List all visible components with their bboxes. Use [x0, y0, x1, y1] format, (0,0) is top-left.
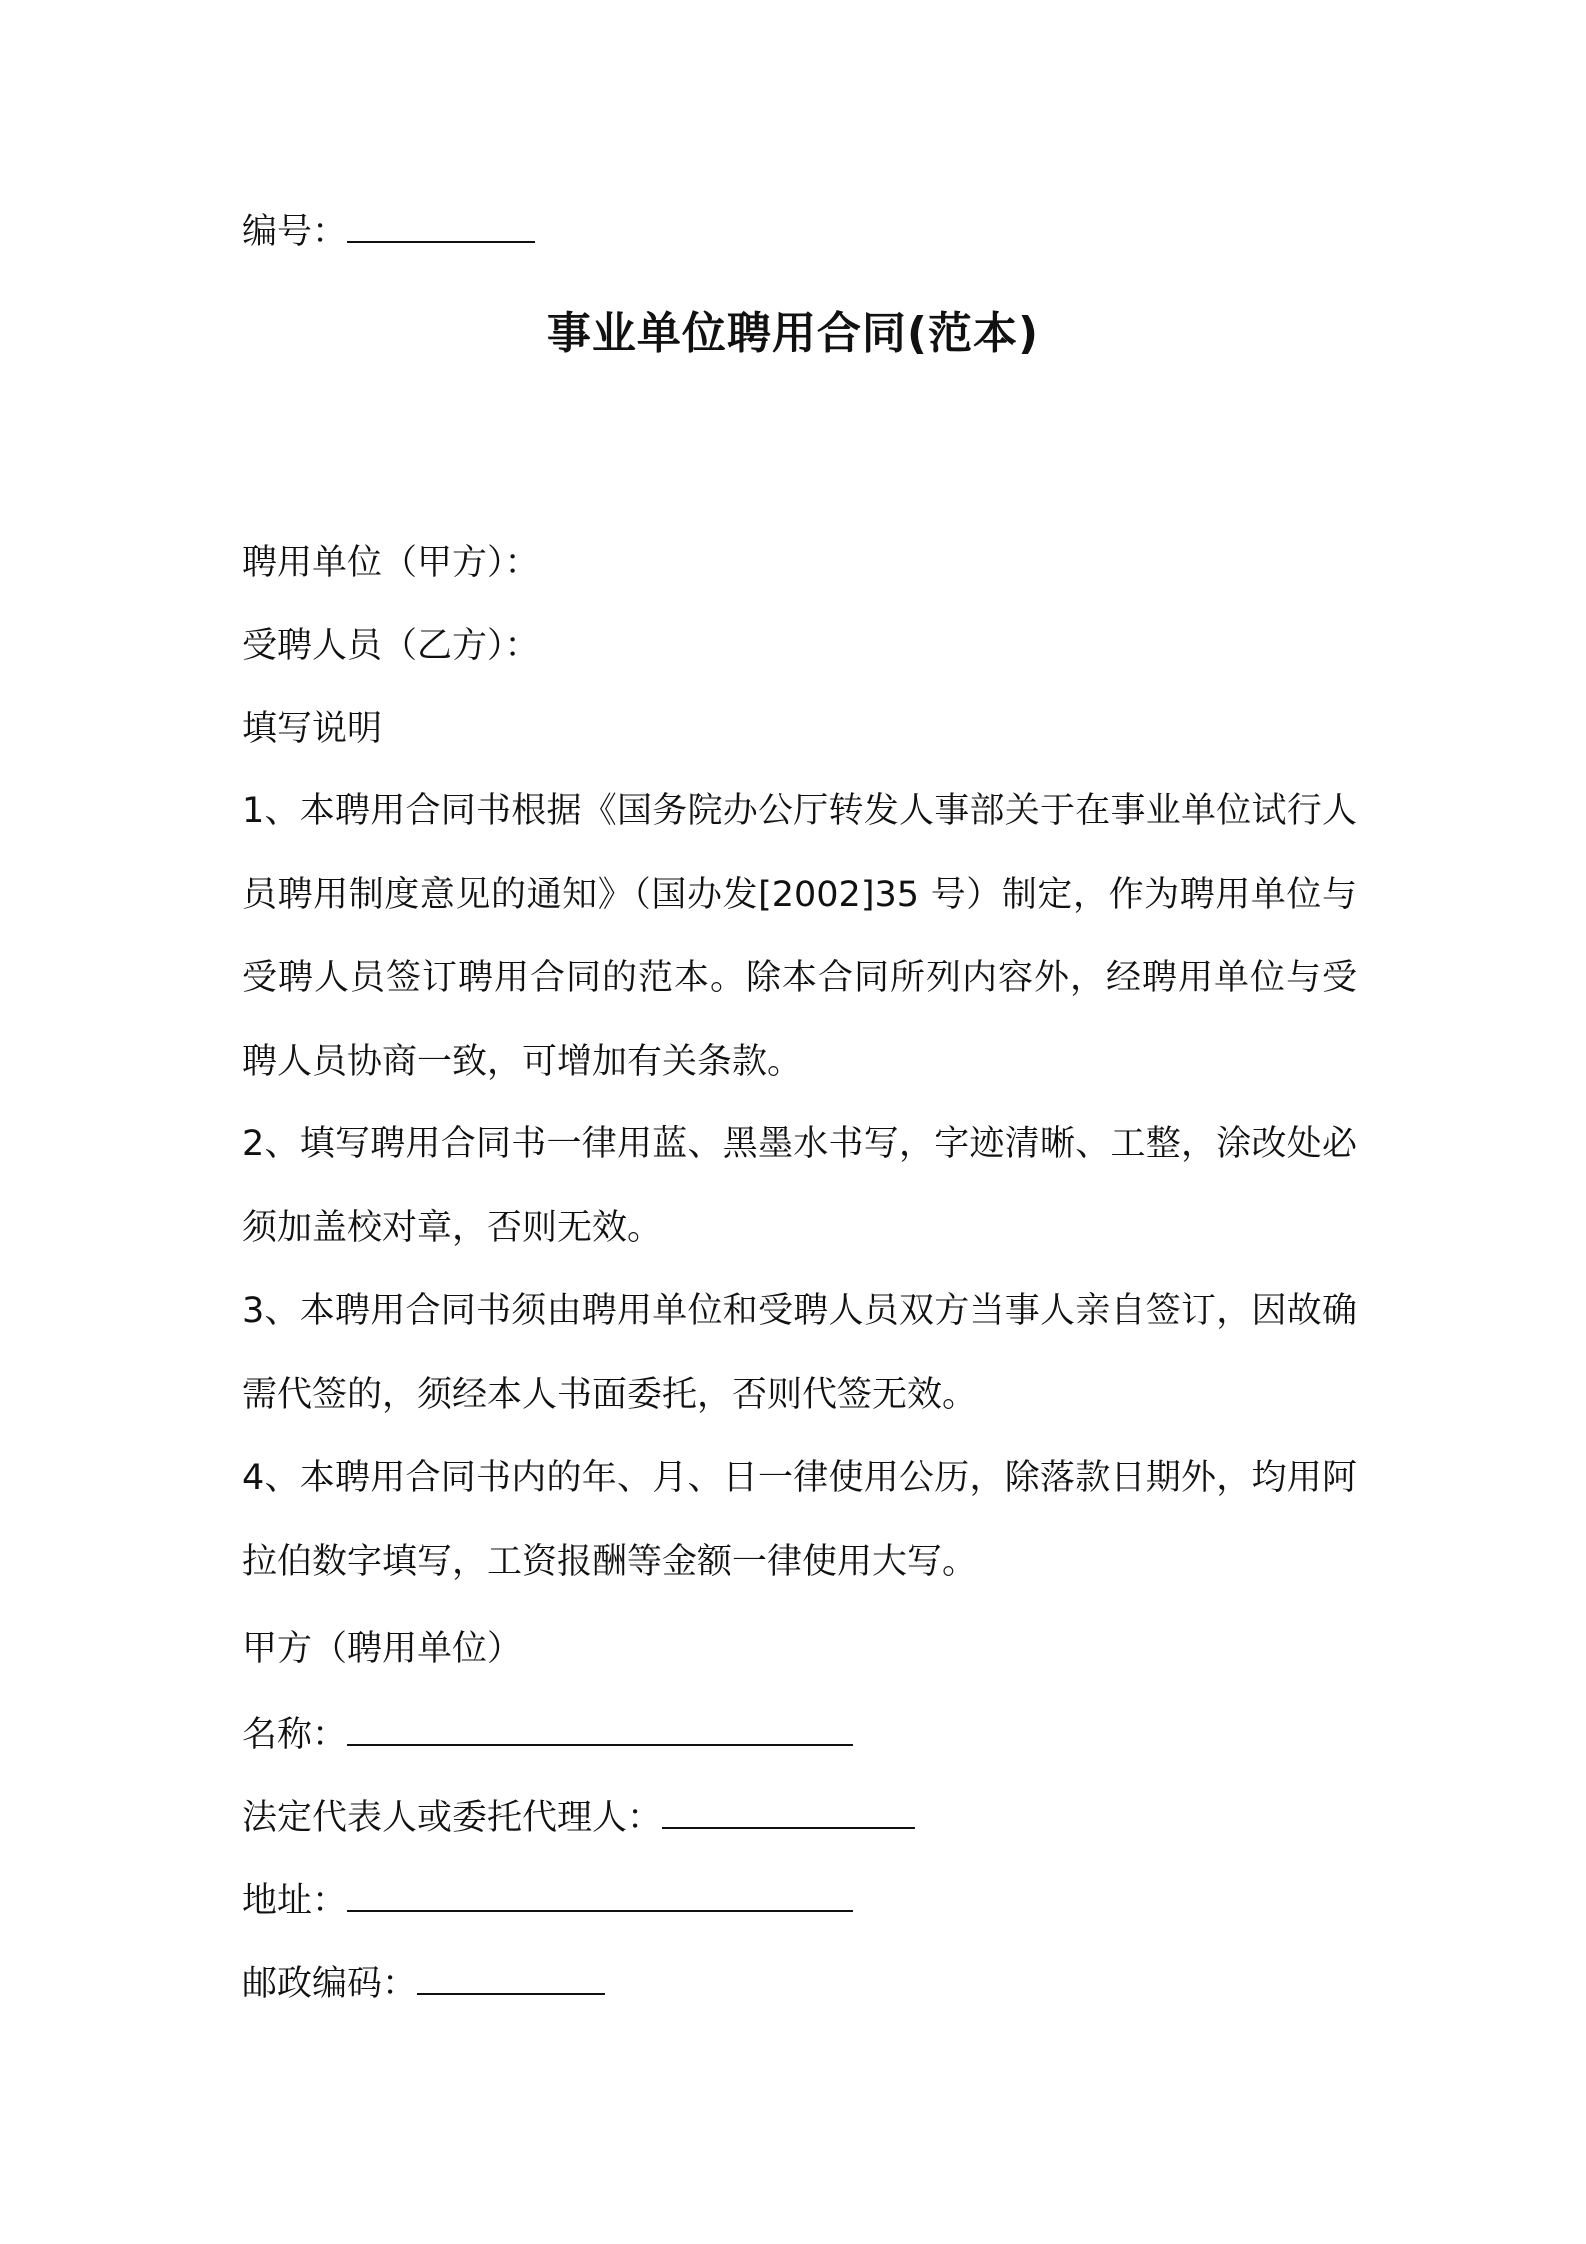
address-blank[interactable] [347, 1876, 853, 1912]
representative-field [242, 1793, 915, 1840]
representative-blank[interactable] [662, 1793, 915, 1829]
address-field [242, 1876, 853, 1923]
postcode-blank[interactable] [417, 1959, 605, 1995]
instruction-item-1: 1、本聘用合同书根据《国务院办公厅转发人事部关于在事业单位试行人员聘用制度意见的通知》（国办发[2002]35 号）制定，作为聘用单位与受聘人员签订聘用合同的范本。除本合同所列内容外，经聘用单位与受聘人员协商一致，可增加有关条款。 [242, 791, 1357, 1082]
instruction-item-3: 3、本聘用合同书须由聘用单位和受聘人员双方当事人亲自签订，因故确需代签的，须经本人书面委托，否则代签无效。 [242, 1291, 1357, 1415]
postcode-label: 邮政编码： [242, 1964, 418, 2004]
party-b-line: 受聘人员（乙方）： [242, 626, 540, 666]
document-number [242, 207, 535, 254]
document-number-blank[interactable] [347, 207, 535, 243]
party-a-line: 聘用单位（甲方）： [242, 543, 540, 583]
name-field [242, 1710, 853, 1757]
representative-label: 法定代表人或委托代理人： [242, 1798, 663, 1838]
instruction-item-2: 2、填写聘用合同书一律用蓝、黑墨水书写，字迹清晰、工整，涂改处必须加盖校对章，否则无效。 [242, 1124, 1357, 1248]
name-label: 名称： [242, 1715, 348, 1755]
party-a-heading: 甲方（聘用单位） [242, 1629, 523, 1669]
address-label: 地址： [242, 1881, 348, 1921]
postcode-field [242, 1959, 605, 2006]
instructions-heading: 填写说明 [242, 709, 383, 749]
instruction-item-4: 4、本聘用合同书内的年、月、日一律使用公历，除落款日期外，均用阿拉伯数字填写，工资报酬等金额一律使用大写。 [242, 1458, 1357, 1582]
document-number-label: 编号： [242, 212, 348, 252]
name-blank[interactable] [347, 1710, 853, 1746]
document-title: 事业单位聘用合同(范本) [546, 308, 1040, 359]
